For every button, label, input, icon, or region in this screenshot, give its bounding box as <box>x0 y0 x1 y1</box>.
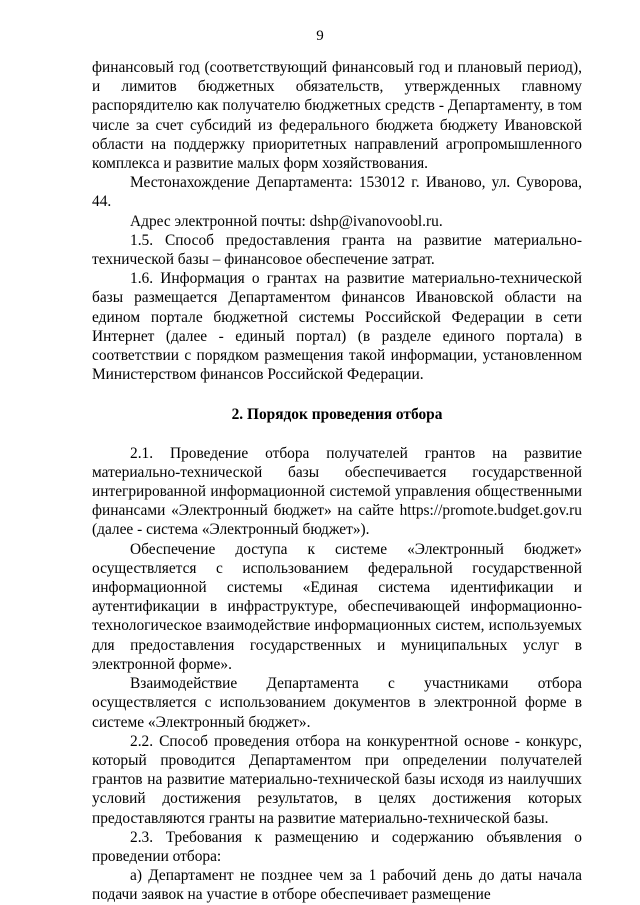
paragraph-2-2: 2.2. Способ проведения отбора на конкурентной основе - конкурс, который проводится Департаментом при определении получателей грантов на развитие материально-технической базы исходя из наилучших условий достижения результатов, в целях достижения которых предоставляются гранты на развитие материально-технической базы. <box>92 732 582 827</box>
paragraph-email: Адрес электронной почты: dshp@ivanovoobl.ru. <box>130 212 443 230</box>
paragraph-access: Обеспечение доступа к системе «Электронный бюджет» осуществляется с использованием федеральной государственной информационной системы «Единая система идентификации и аутентификации в инфраструктуре, обеспечивающей информационно-технологическое взаимодействие информационных систем, используемых для предоставления государственных и муниципальных услуг в электронной форме». <box>92 540 582 673</box>
paragraph-location: Местонахождение Департамента: 153012 г. Иваново, ул. Суворова, 44. <box>92 174 582 211</box>
paragraph-2-1: 2.1. Проведение отбора получателей грантов на развитие материально-технической базы обеспечивается государственной интегрированной информационной системой управления общественными финансами «Электронный бюджет» на сайте https://promote.budget.gov.ru (далее - система «Электронный бюджет»). <box>92 444 582 539</box>
paragraph-2-3-a: а) Департамент не позднее чем за 1 рабочий день до даты начала подачи заявок на участие в отборе обеспечивает размещение <box>92 867 582 904</box>
paragraph-interaction: Взаимодействие Департамента с участниками отбора осуществляется с использованием документов в электронной форме в системе «Электронный бюджет». <box>92 675 582 731</box>
paragraph-funding-year: финансовый год (соответствующий финансовый год и плановый период), и лимитов бюджетных обязательств, утвержденных главному распорядителю как получателю бюджетных средств - Департаменту, в том числе за счет субсидий из федерального бюджета бюджету Ивановской области на поддержку приоритетных направлений агропромышленного комплекса и развитие малых форм хозяйствования. <box>92 59 582 173</box>
section-heading: 2. Порядок проведения отбора <box>231 406 443 424</box>
page-number: 9 <box>316 28 324 44</box>
document-body <box>92 58 582 905</box>
paragraph-1-6: 1.6. Информация о грантах на развитие материально-технической базы размещается Департаментом финансов Ивановской области на едином портале бюджетной системы Российской Федерации в сети Интернет (далее - единый портал) (в разделе единого портала) в соответствии с порядком размещения такой информации, установленном Министерством финансов Российской Федерации. <box>92 270 582 384</box>
paragraph-2-3: 2.3. Требования к размещению и содержанию объявления о проведении отбора: <box>92 828 582 865</box>
paragraph-1-5: 1.5. Способ предоставления гранта на развитие материально-технической базы – финансовое обеспечение затрат. <box>92 231 582 269</box>
